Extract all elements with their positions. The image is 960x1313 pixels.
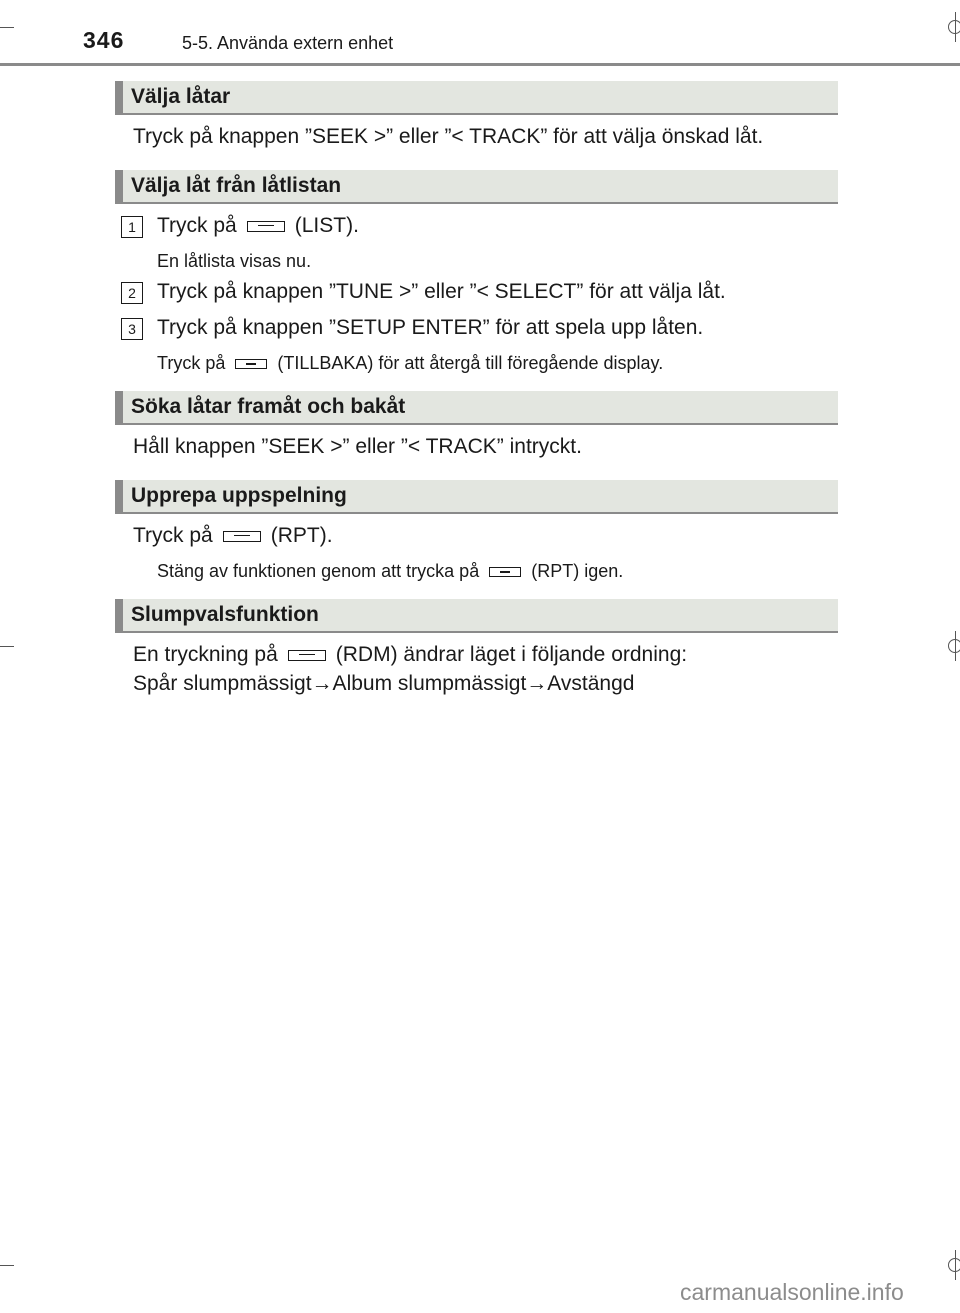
- section-heading-text: Välja låt från låtlistan: [131, 174, 342, 197]
- text-before: Tryck på: [133, 524, 213, 547]
- note-text-after: (RPT) igen.: [531, 561, 624, 581]
- crop-mark: [0, 1265, 14, 1266]
- step-number-box: 3: [121, 318, 143, 340]
- text-after: (RDM) ändrar läget i följande ordning:: [335, 643, 688, 666]
- step-number-box: 1: [121, 216, 143, 238]
- body-paragraph: Tryck på knappen ”SEEK >” eller ”< TRACK” för att välja önskad låt.: [133, 125, 764, 148]
- section-heading-text: Välja låtar: [131, 85, 231, 108]
- body-paragraph: [133, 524, 333, 548]
- step-text-before: Tryck på: [157, 214, 237, 237]
- crop-mark: [0, 646, 14, 647]
- note-text-before: Tryck på: [157, 353, 226, 373]
- crop-mark-circle: [948, 639, 960, 653]
- header-rule: [0, 63, 960, 66]
- section-heading: [115, 480, 838, 514]
- watermark: carmanualsonline.info: [680, 1279, 904, 1305]
- button-icon: [223, 531, 261, 542]
- section-heading-text: Söka låtar framåt och bakåt: [131, 395, 406, 418]
- button-icon: [235, 359, 267, 369]
- crop-mark-circle: [948, 1258, 960, 1272]
- step-number-box: 2: [121, 282, 143, 304]
- step-text: Tryck på knappen ”SETUP ENTER” för att spela upp låten.: [157, 316, 704, 339]
- section-heading: [115, 391, 838, 425]
- button-icon: [247, 221, 285, 232]
- step-text-after: (LIST).: [294, 214, 359, 237]
- section-path: 5-5. Använda extern enhet: [182, 33, 394, 53]
- page-number: 346: [83, 27, 125, 53]
- step-note: En låtlista visas nu.: [157, 251, 312, 271]
- button-icon: [489, 567, 521, 577]
- note-text-after: (TILLBAKA) för att återgå till föregående display.: [277, 353, 664, 373]
- step-text: [157, 214, 359, 238]
- section-heading: [115, 599, 838, 633]
- section-heading: [115, 170, 838, 204]
- step-text: Tryck på knappen ”TUNE >” eller ”< SELECT” för att välja låt.: [157, 280, 726, 303]
- note-paragraph: [157, 561, 623, 582]
- note-text-before: Stäng av funktionen genom att trycka på: [157, 561, 480, 581]
- section-heading: [115, 81, 838, 115]
- text-after: (RPT).: [270, 524, 333, 547]
- page-header: [0, 0, 960, 66]
- section-heading-text: Upprepa uppspelning: [131, 484, 347, 507]
- section-heading-text: Slumpvalsfunktion: [131, 603, 319, 626]
- crop-mark: [0, 27, 14, 28]
- crop-mark-circle: [948, 20, 960, 34]
- text-before: En tryckning på: [133, 643, 278, 666]
- button-icon: [288, 650, 326, 661]
- mode-sequence: Spår slumpmässigt→Album slumpmässigt→Avstängd: [133, 672, 635, 695]
- step-note: [157, 353, 663, 374]
- body-paragraph: Håll knappen ”SEEK >” eller ”< TRACK” intryckt.: [133, 435, 582, 458]
- body-paragraph: [133, 643, 687, 667]
